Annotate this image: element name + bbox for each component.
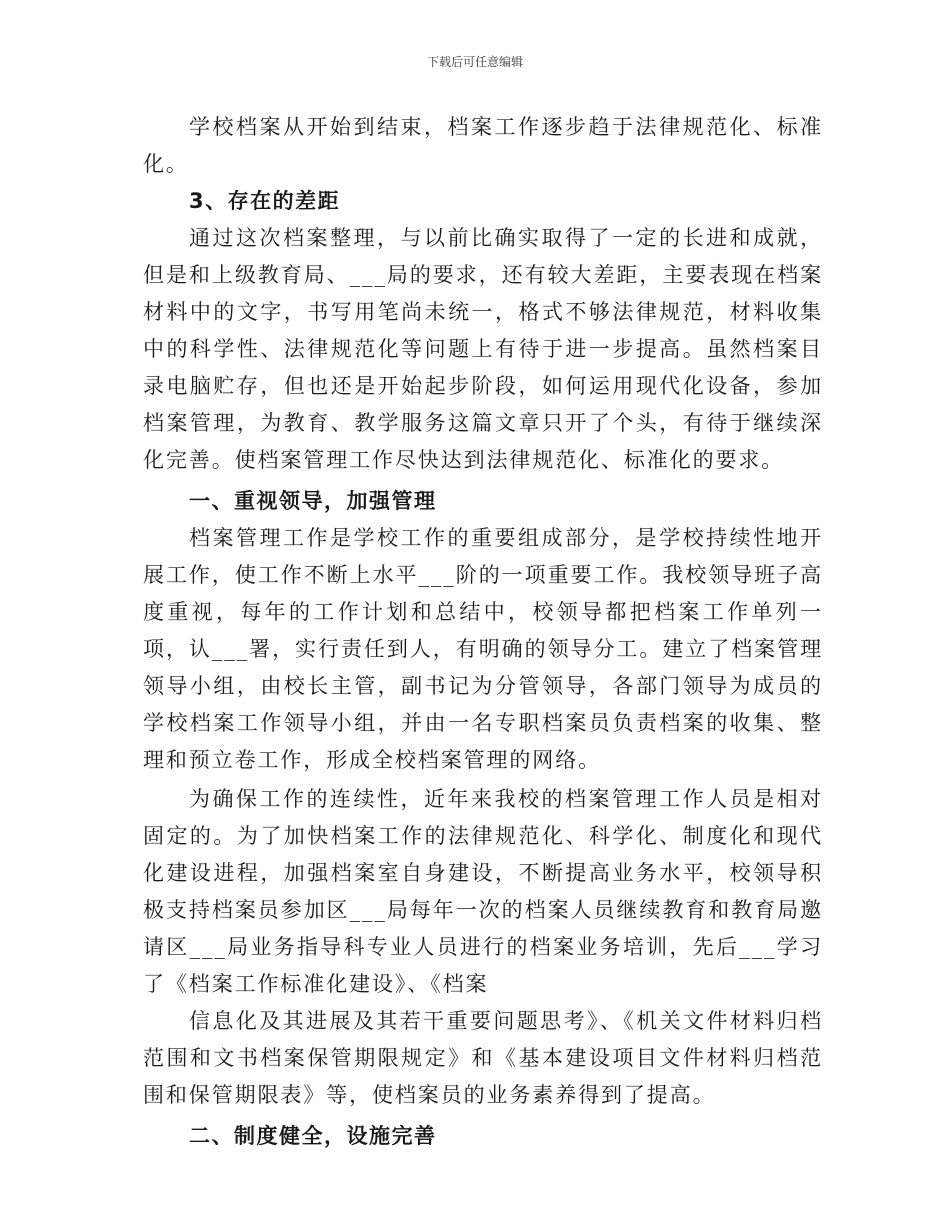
paragraph-informatization: 信息化及其进展及其若干重要问题思考》、《机关文件材料归档范围和文书档案保管期限规定》和《基本建设项目文件材料归档范围和保管期限表》等，使档案员的业务素养得到了提高。 — [143, 1009, 823, 1107]
paragraph-archive-standardization: 学校档案从开始到结束，档案工作逐步趋于法律规范化、标准化。 — [143, 115, 823, 176]
heading-leadership-management: 一、重视领导，加强管理 — [189, 489, 437, 513]
paragraph-continuity-training: 为确保工作的连续性，近年来我校的档案管理工作人员是相对固定的。为了加快档案工作的法律规范化、科学化、制度化和现代化建设进程，加强档案室自身建设，不断提高业务水平，校领导积极支持档案员参加区___局每年一次的档案人员继续教育和教育局邀请区___局业务指导科专业人员进行的档案业务培训，先后___学习了《档案工作标准化建设》、《档案 — [143, 787, 823, 996]
heading-systems-facilities: 二、制度健全，设施完善 — [189, 1124, 437, 1148]
paragraph-leadership: 档案管理工作是学校工作的重要组成部分，是学校持续性地开展工作，使工作不断上水平___阶的一项重要工作。我校领导班子高度重视，每年的工作计划和总结中，校领导都把档案工作单列一项，认___署，实行责任到人，有明确的领导分工。建立了档案管理领导小组，由校长主管，副书记为分管领导，各部门领导为成员的学校档案工作领导小组，并由一名专职档案员负责档案的收集、整理和预立卷工作，形成全校档案管理的网络。 — [143, 526, 823, 772]
page-header: 下载后可任意编辑 — [426, 55, 523, 69]
heading-existing-gaps: 3、存在的差距 — [189, 189, 341, 213]
document-body — [143, 109, 823, 1155]
paragraph-gaps: 通过这次档案整理，与以前比确实取得了一定的长进和成就，但是和上级教育局、___局的要求，还有较大差距，主要表现在档案材料中的文字，书写用笔尚未统一，格式不够法律规范，材料收集中的科学性、法律规范化等问题上有待于进一步提高。虽然档案目录电脑贮存，但也还是开始起步阶段，如何运用现代化设备，参加档案管理，为教育、教学服务这篇文章只开了个头，有待于继续深化完善。使档案管理工作尽快达到法律规范化、标准化的要求。 — [143, 226, 823, 472]
